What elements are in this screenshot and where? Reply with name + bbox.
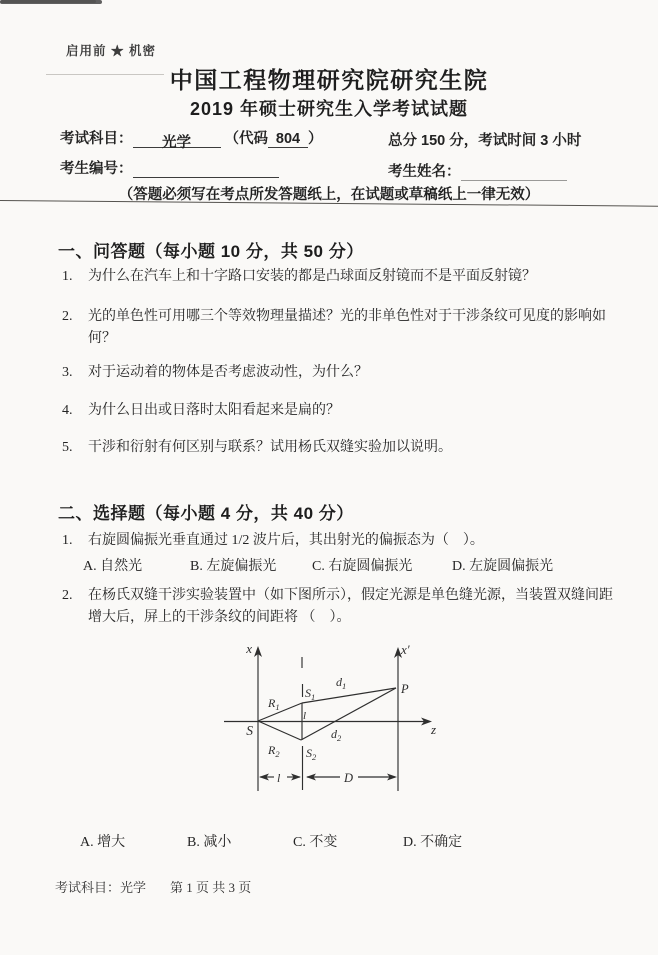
mid-mark-label: l bbox=[303, 710, 307, 722]
question-number: 1. bbox=[62, 533, 73, 548]
candidate-name-label: 考生姓名： bbox=[388, 164, 461, 180]
institution-title: 中国工程物理研究院研究生院 bbox=[169, 67, 489, 93]
option-b: B. 左旋偏振光 bbox=[190, 559, 277, 574]
d1-label: $d_1$ bbox=[336, 675, 347, 691]
axis-z-label: z bbox=[431, 722, 437, 737]
question-number: 1. bbox=[62, 269, 73, 284]
question-item bbox=[62, 437, 622, 459]
question-text: 光的单色性可用哪三个等效物理量描述？光的非单色性对于干涉条纹可见度的影响如何？ bbox=[88, 309, 606, 346]
candidate-name-blank bbox=[461, 164, 567, 181]
question-item bbox=[62, 266, 622, 288]
option-c: C. 不变 bbox=[293, 835, 338, 850]
footer-subject: 考试科目：光学 bbox=[55, 880, 147, 895]
option-d: D. 不确定 bbox=[403, 835, 463, 850]
code-suffix: ） bbox=[308, 131, 323, 147]
axis-x-prime-label: x′ bbox=[401, 642, 410, 657]
candidate-id-label: 考生编号： bbox=[60, 161, 133, 177]
totals-label: 总分 150 分，考试时间 3 小时 bbox=[388, 133, 582, 149]
confidential-label: 启用前 ★ 机密 bbox=[66, 44, 156, 58]
answer-notice: （答题必须写在考点所发答题纸上，在试题或草稿纸上一律无效） bbox=[118, 187, 540, 203]
candidate-id-row bbox=[60, 157, 279, 178]
option-d: D. 左旋圆偏振光 bbox=[452, 559, 554, 574]
question-number: 4. bbox=[62, 403, 73, 418]
section2-heading: 二、选择题（每小题 4 分，共 40 分） bbox=[58, 504, 354, 523]
axis-x-label: x bbox=[246, 641, 252, 656]
candidate-id-blank bbox=[133, 161, 279, 178]
source-label: S bbox=[246, 723, 253, 738]
r1-label: $R_1$ bbox=[268, 696, 280, 712]
question-number: 3. bbox=[62, 365, 73, 380]
section1-heading: 一、问答题（每小题 10 分，共 50 分） bbox=[58, 242, 364, 261]
question-text: 为什么在汽车上和十字路口安装的都是凸球面反射镜而不是平面反射镜？ bbox=[88, 269, 536, 284]
question-text: 干涉和衍射有何区别与联系？试用杨氏双缝实验加以说明。 bbox=[88, 440, 452, 455]
scan-artifact bbox=[0, 0, 102, 4]
option-c: C. 右旋圆偏振光 bbox=[312, 559, 413, 574]
question-number: 5. bbox=[62, 440, 73, 455]
question-text: 为什么日出或日落时太阳看起来是扁的？ bbox=[88, 403, 340, 418]
slit2-label: $S_2$ bbox=[306, 746, 317, 762]
question-item bbox=[62, 362, 622, 384]
question-item bbox=[62, 306, 622, 349]
r2-label: $R_2$ bbox=[268, 743, 280, 759]
question-text: 右旋圆偏振光垂直通过 1/2 波片后，其出射光的偏振态为（ ）。 bbox=[88, 533, 484, 548]
d2-label: $d_2$ bbox=[331, 727, 342, 743]
subject-value-underlined: 光学 bbox=[133, 131, 221, 148]
footer-page-info: 第 1 页 共 3 页 bbox=[170, 880, 252, 895]
question-item bbox=[62, 400, 622, 422]
dim-d-label: D bbox=[344, 771, 354, 785]
choice-question-2 bbox=[62, 585, 622, 628]
code-value-underlined: 804 bbox=[268, 131, 308, 148]
subject-label: 考试科目： bbox=[60, 131, 133, 147]
candidate-name-row bbox=[388, 160, 567, 181]
choice-question-1 bbox=[62, 530, 622, 552]
subject-row bbox=[60, 127, 323, 151]
option-a: A. 增大 bbox=[80, 835, 126, 850]
point-p-label: P bbox=[401, 682, 409, 696]
question-number: 2. bbox=[62, 309, 73, 324]
slit1-label: $S_1$ bbox=[305, 686, 316, 702]
question-number: 2. bbox=[62, 588, 73, 603]
option-a: A. 自然光 bbox=[83, 559, 143, 574]
code-prefix: （代码 bbox=[224, 131, 269, 147]
exam-title: 2019 年硕士研究生入学考试试题 bbox=[189, 99, 469, 119]
question-text: 在杨氏双缝干涉实验装置中（如下图所示），假定光源是单色缝光源，当装置双缝间距增大后，屏上的干涉条纹的间距将 （ ）。 bbox=[88, 588, 613, 625]
question-text: 对于运动着的物体是否考虑波动性，为什么？ bbox=[88, 365, 368, 380]
dim-l-label: l bbox=[277, 771, 281, 785]
youngs-double-slit-diagram bbox=[213, 640, 459, 800]
option-b: B. 减小 bbox=[187, 835, 232, 850]
